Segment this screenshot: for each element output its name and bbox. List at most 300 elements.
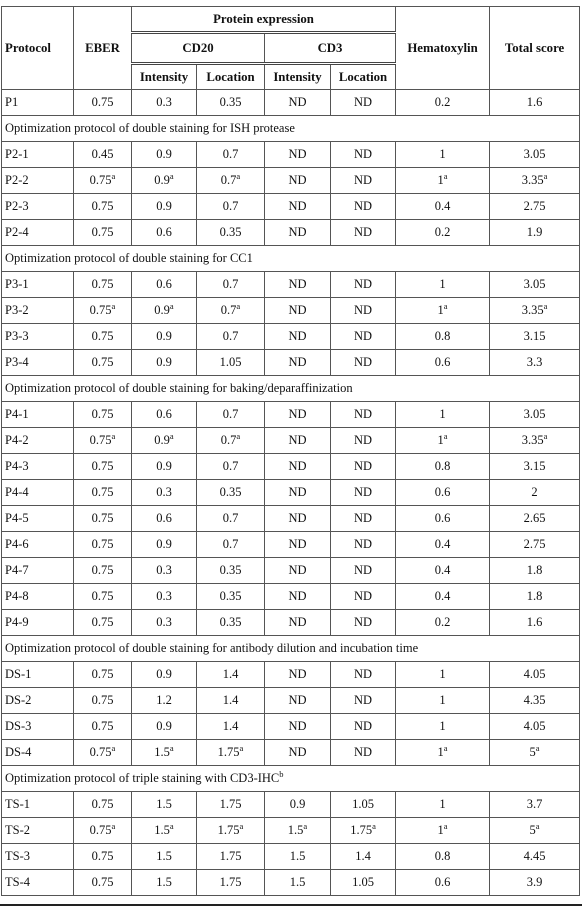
cd20-intensity-cell — [132, 480, 197, 506]
eber-cell — [74, 90, 132, 116]
table-row — [2, 610, 580, 636]
cd3-intensity-cell — [265, 532, 331, 558]
table-row — [2, 532, 580, 558]
cell-value: P1 — [5, 95, 19, 109]
cell-value: 1.5 — [287, 823, 304, 837]
cell-value: ND — [288, 563, 307, 577]
hematoxylin-cell — [396, 220, 490, 246]
total-score-cell — [490, 688, 580, 714]
cell-value: 0.7 — [220, 303, 237, 317]
cell-value: 3.3 — [526, 355, 543, 369]
cell-value: 1.4 — [222, 719, 239, 733]
cell-value: 2.75 — [523, 537, 546, 551]
footnote-mark: a — [236, 170, 241, 181]
table-row — [2, 402, 580, 428]
cell-value: ND — [353, 537, 373, 551]
header-cd20: CD20 — [132, 33, 265, 64]
protocol-cell — [2, 142, 74, 168]
cell-value: P4-2 — [5, 433, 29, 447]
cd3-intensity-cell — [265, 844, 331, 870]
eber-cell — [74, 194, 132, 220]
cell-value: 1.75 — [217, 823, 240, 837]
cd20-location-cell — [197, 142, 265, 168]
cell-value: 0.7 — [220, 433, 237, 447]
cell-value: 0.75 — [91, 95, 114, 109]
table-row — [2, 792, 580, 818]
total-score-cell — [490, 714, 580, 740]
total-score-cell — [490, 272, 580, 298]
cell-value: 1 — [439, 693, 446, 707]
cd3-location-cell — [331, 402, 396, 428]
hematoxylin-cell — [396, 610, 490, 636]
cell-value: 0.2 — [434, 615, 451, 629]
table-row — [2, 740, 580, 766]
cell-value: P4-5 — [5, 511, 29, 525]
footnote-mark: a — [543, 170, 548, 181]
cell-value: P4-7 — [5, 563, 29, 577]
cd3-location-cell — [331, 740, 396, 766]
hematoxylin-cell — [396, 350, 490, 376]
hematoxylin-cell — [396, 662, 490, 688]
cd3-location-cell — [331, 90, 396, 116]
table-row — [2, 506, 580, 532]
cell-value: 1 — [437, 745, 444, 759]
cell-value: 0.6 — [434, 511, 451, 525]
cell-value: 1.6 — [526, 615, 543, 629]
cell-value: ND — [353, 511, 373, 525]
header-hematoxylin: Hematoxylin — [396, 7, 490, 90]
cell-value: 1.4 — [222, 667, 239, 681]
eber-cell — [74, 584, 132, 610]
eber-cell — [74, 792, 132, 818]
cd3-intensity-cell — [265, 662, 331, 688]
cd20-location-cell — [197, 558, 265, 584]
cd3-intensity-cell — [265, 740, 331, 766]
protocol-cell — [2, 714, 74, 740]
cd20-location-cell — [197, 818, 265, 844]
table-row — [2, 428, 580, 454]
footnote-mark: a — [443, 430, 448, 441]
cd3-intensity-cell — [265, 142, 331, 168]
cd20-location-cell — [197, 454, 265, 480]
footnote-mark: a — [169, 820, 174, 831]
cell-value: 3.15 — [523, 459, 546, 473]
footnote-mark: a — [303, 820, 308, 831]
cell-value: 1 — [439, 147, 446, 161]
protocol-cell — [2, 818, 74, 844]
cell-value: 1 — [439, 719, 446, 733]
cell-value: 5 — [529, 823, 536, 837]
cell-value: 0.75 — [91, 589, 114, 603]
protocol-cell — [2, 402, 74, 428]
eber-cell — [74, 818, 132, 844]
cd3-location-cell — [331, 532, 396, 558]
cell-value: 1.2 — [156, 693, 172, 707]
footnote-mark: a — [543, 430, 548, 441]
protocol-cell — [2, 662, 74, 688]
cell-value: ND — [288, 329, 307, 343]
cell-value: 4.45 — [523, 849, 546, 863]
cell-value: ND — [288, 95, 307, 109]
section-row — [2, 636, 580, 662]
cell-value: P4-4 — [5, 485, 29, 499]
cell-value: 1.5 — [289, 875, 306, 889]
cell-value: 0.75 — [91, 277, 114, 291]
header-eber: EBER — [74, 7, 132, 90]
header-total-score: Total score — [490, 7, 580, 90]
cell-value: 0.3 — [156, 615, 172, 629]
hematoxylin-cell — [396, 428, 490, 454]
hematoxylin-cell — [396, 298, 490, 324]
cell-value: ND — [288, 511, 307, 525]
cd20-intensity-cell — [132, 558, 197, 584]
cell-value: ND — [353, 355, 373, 369]
cd3-intensity-cell — [265, 610, 331, 636]
cell-value: 0.75 — [91, 563, 114, 577]
cell-value: 3.15 — [523, 329, 546, 343]
cell-value: 1 — [437, 173, 444, 187]
cell-value: 0.9 — [154, 173, 170, 187]
cd20-intensity-cell — [132, 818, 197, 844]
cell-value: 0.35 — [219, 225, 242, 239]
footnote-mark: a — [111, 742, 116, 753]
section-label — [2, 766, 580, 792]
cell-value: 1.6 — [526, 95, 543, 109]
table-row — [2, 168, 580, 194]
cd3-location-cell — [331, 610, 396, 636]
cell-value: ND — [288, 719, 307, 733]
cd20-intensity-cell — [132, 740, 197, 766]
section-label — [2, 116, 580, 142]
cd3-location-cell — [331, 870, 396, 896]
footnote-mark: a — [535, 820, 540, 831]
cell-value: 3.05 — [523, 277, 546, 291]
cell-value: ND — [288, 147, 307, 161]
cell-value: 0.7 — [220, 173, 237, 187]
footnote-mark: a — [111, 300, 116, 311]
cell-value: 1.05 — [219, 355, 242, 369]
cd3-location-cell — [331, 350, 396, 376]
cd20-location-cell — [197, 610, 265, 636]
cd20-intensity-cell — [132, 298, 197, 324]
eber-cell — [74, 688, 132, 714]
cell-value: 1.75 — [219, 849, 242, 863]
total-score-cell — [490, 350, 580, 376]
cell-value: 4.05 — [523, 719, 546, 733]
eber-cell — [74, 220, 132, 246]
table-row — [2, 350, 580, 376]
cd20-intensity-cell — [132, 662, 197, 688]
cd20-intensity-cell — [132, 428, 197, 454]
cell-value: 0.2 — [434, 225, 451, 239]
cell-value: ND — [353, 173, 373, 187]
footnote-mark: a — [169, 742, 174, 753]
cell-value: ND — [353, 95, 373, 109]
cell-value: 1 — [437, 433, 444, 447]
footnote-mark: a — [111, 820, 116, 831]
cell-value: 3.35 — [521, 173, 544, 187]
cell-value: 3.35 — [521, 433, 544, 447]
cd3-intensity-cell — [265, 90, 331, 116]
protocol-cell — [2, 610, 74, 636]
eber-cell — [74, 480, 132, 506]
section-text: Optimization protocol of triple staining with CD3-IHC — [5, 771, 280, 785]
cell-value: 1.8 — [526, 563, 543, 577]
total-score-cell — [490, 558, 580, 584]
cell-value: 0.75 — [91, 615, 114, 629]
total-score-cell — [490, 168, 580, 194]
cell-value: 0.75 — [91, 329, 114, 343]
cell-value: DS-2 — [5, 693, 32, 707]
cell-value: 0.7 — [222, 147, 239, 161]
cell-value: ND — [353, 147, 373, 161]
cd20-location-cell — [197, 428, 265, 454]
bottom-rule — [0, 904, 582, 906]
cell-value: TS-2 — [5, 823, 30, 837]
cell-value: 0.7 — [222, 199, 239, 213]
cell-value: 0.35 — [219, 589, 242, 603]
table-row — [2, 298, 580, 324]
cd3-intensity-cell — [265, 298, 331, 324]
cd20-location-cell — [197, 532, 265, 558]
hematoxylin-cell — [396, 142, 490, 168]
cd20-intensity-cell — [132, 688, 197, 714]
hematoxylin-cell — [396, 194, 490, 220]
footnote-mark: b — [279, 768, 284, 779]
total-score-cell — [490, 324, 580, 350]
cell-value: 0.7 — [222, 407, 239, 421]
cd3-intensity-cell — [265, 558, 331, 584]
cd20-location-cell — [197, 90, 265, 116]
cell-value: 0.4 — [434, 563, 451, 577]
cell-value: 0.75 — [91, 511, 114, 525]
cell-value: 0.4 — [434, 589, 451, 603]
cell-value: 0.75 — [89, 433, 112, 447]
results-table — [1, 6, 580, 896]
table-row — [2, 90, 580, 116]
footnote-mark: a — [443, 170, 448, 181]
cell-value: DS-4 — [5, 745, 32, 759]
cell-value: ND — [353, 745, 373, 759]
cell-value: 1.5 — [154, 823, 170, 837]
protocol-cell — [2, 480, 74, 506]
cell-value: 0.4 — [434, 537, 451, 551]
total-score-cell — [490, 792, 580, 818]
section-label — [2, 636, 580, 662]
cell-value: 0.6 — [156, 277, 172, 291]
protocol-cell — [2, 532, 74, 558]
cd20-intensity-cell — [132, 402, 197, 428]
cd3-location-cell — [331, 168, 396, 194]
cell-value: 1.05 — [352, 797, 374, 811]
cd20-location-cell — [197, 870, 265, 896]
cell-value: 4.05 — [523, 667, 546, 681]
cell-value: 2 — [531, 485, 538, 499]
protocol-cell — [2, 272, 74, 298]
footnote-mark: a — [443, 820, 448, 831]
total-score-cell — [490, 402, 580, 428]
header-cd20-location: Location — [197, 64, 265, 90]
cd3-location-cell — [331, 558, 396, 584]
table-row — [2, 272, 580, 298]
cd20-location-cell — [197, 402, 265, 428]
cell-value: 0.9 — [156, 199, 172, 213]
cd20-intensity-cell — [132, 610, 197, 636]
cd20-intensity-cell — [132, 272, 197, 298]
cd3-location-cell — [331, 220, 396, 246]
section-row — [2, 246, 580, 272]
cell-value: 0.3 — [156, 95, 172, 109]
cd3-intensity-cell — [265, 168, 331, 194]
cell-value: ND — [288, 667, 307, 681]
cd20-intensity-cell — [132, 168, 197, 194]
total-score-cell — [490, 844, 580, 870]
cell-value: ND — [353, 303, 373, 317]
footnote-mark: a — [239, 820, 244, 831]
cell-value: 0.75 — [91, 797, 114, 811]
table-row — [2, 324, 580, 350]
cell-value: 0.6 — [434, 485, 451, 499]
cd3-intensity-cell — [265, 272, 331, 298]
total-score-cell — [490, 142, 580, 168]
protocol-cell — [2, 870, 74, 896]
cell-value: 1.75 — [350, 823, 373, 837]
cd20-location-cell — [197, 688, 265, 714]
cell-value: 2.65 — [523, 511, 546, 525]
cell-value: 1 — [437, 823, 444, 837]
cd3-intensity-cell — [265, 818, 331, 844]
cell-value: ND — [353, 407, 373, 421]
cell-value: 1.4 — [222, 693, 239, 707]
cell-value: 0.8 — [434, 849, 451, 863]
hematoxylin-cell — [396, 844, 490, 870]
cell-value: 0.3 — [156, 563, 172, 577]
section-label — [2, 246, 580, 272]
cell-value: 1.75 — [217, 745, 240, 759]
hematoxylin-cell — [396, 584, 490, 610]
table-header — [2, 7, 580, 90]
cell-value: 0.75 — [91, 667, 114, 681]
protocol-cell — [2, 506, 74, 532]
cd3-intensity-cell — [265, 324, 331, 350]
cd20-location-cell — [197, 740, 265, 766]
cell-value: 1 — [439, 407, 446, 421]
cell-value: 1 — [439, 277, 446, 291]
cd3-location-cell — [331, 298, 396, 324]
header-protocol: Protocol — [2, 7, 74, 90]
cell-value: ND — [288, 745, 307, 759]
cell-value: TS-1 — [5, 797, 30, 811]
cd20-location-cell — [197, 792, 265, 818]
cell-value: 0.7 — [222, 459, 239, 473]
table-row — [2, 220, 580, 246]
footnote-mark: a — [543, 300, 548, 311]
cd3-intensity-cell — [265, 714, 331, 740]
cd3-intensity-cell — [265, 194, 331, 220]
eber-cell — [74, 532, 132, 558]
cd3-location-cell — [331, 142, 396, 168]
cell-value: ND — [353, 459, 373, 473]
cd3-location-cell — [331, 194, 396, 220]
cell-value: ND — [288, 589, 307, 603]
cell-value: P2-2 — [5, 173, 29, 187]
cell-value: 1.5 — [289, 849, 306, 863]
cd20-location-cell — [197, 168, 265, 194]
hematoxylin-cell — [396, 532, 490, 558]
eber-cell — [74, 428, 132, 454]
cell-value: TS-4 — [5, 875, 30, 889]
cell-value: ND — [353, 485, 373, 499]
cell-value: P2-4 — [5, 225, 29, 239]
cell-value: 0.75 — [89, 745, 112, 759]
cd3-intensity-cell — [265, 428, 331, 454]
cell-value: 3.05 — [523, 407, 546, 421]
table-row — [2, 584, 580, 610]
eber-cell — [74, 402, 132, 428]
cd3-intensity-cell — [265, 402, 331, 428]
hematoxylin-cell — [396, 90, 490, 116]
cd20-location-cell — [197, 844, 265, 870]
protocol-cell — [2, 584, 74, 610]
cell-value: ND — [353, 667, 373, 681]
cell-value: ND — [353, 615, 373, 629]
footnote-mark: a — [169, 300, 174, 311]
hematoxylin-cell — [396, 792, 490, 818]
cd20-location-cell — [197, 662, 265, 688]
eber-cell — [74, 168, 132, 194]
cell-value: DS-3 — [5, 719, 32, 733]
footnote-mark: a — [111, 170, 116, 181]
eber-cell — [74, 350, 132, 376]
cell-value: P3-4 — [5, 355, 29, 369]
cell-value: DS-1 — [5, 667, 32, 681]
cd20-intensity-cell — [132, 220, 197, 246]
table-row — [2, 714, 580, 740]
total-score-cell — [490, 506, 580, 532]
cell-value: P4-8 — [5, 589, 29, 603]
section-row — [2, 766, 580, 792]
cell-value: 0.75 — [91, 719, 114, 733]
cell-value: P4-3 — [5, 459, 29, 473]
cd20-location-cell — [197, 220, 265, 246]
table-row — [2, 688, 580, 714]
cell-value: 0.9 — [289, 797, 306, 811]
cell-value: 1.5 — [156, 849, 172, 863]
cd20-location-cell — [197, 324, 265, 350]
cell-value: 0.2 — [434, 95, 451, 109]
footnote-mark: a — [236, 430, 241, 441]
cell-value: 1.75 — [219, 875, 242, 889]
total-score-cell — [490, 610, 580, 636]
cd20-intensity-cell — [132, 194, 197, 220]
cell-value: ND — [288, 615, 307, 629]
cd3-location-cell — [331, 454, 396, 480]
cell-value: 2.75 — [523, 199, 546, 213]
cell-value: 0.4 — [434, 199, 451, 213]
total-score-cell — [490, 532, 580, 558]
protocol-cell — [2, 428, 74, 454]
header-cd3: CD3 — [265, 33, 396, 64]
cell-value: 0.75 — [89, 823, 112, 837]
cell-value: 0.6 — [434, 875, 451, 889]
cell-value: ND — [288, 485, 307, 499]
footnote-mark: a — [443, 742, 448, 753]
hematoxylin-cell — [396, 480, 490, 506]
cell-value: 1 — [437, 303, 444, 317]
cell-value: 0.7 — [222, 537, 239, 551]
eber-cell — [74, 662, 132, 688]
cell-value: ND — [353, 563, 373, 577]
